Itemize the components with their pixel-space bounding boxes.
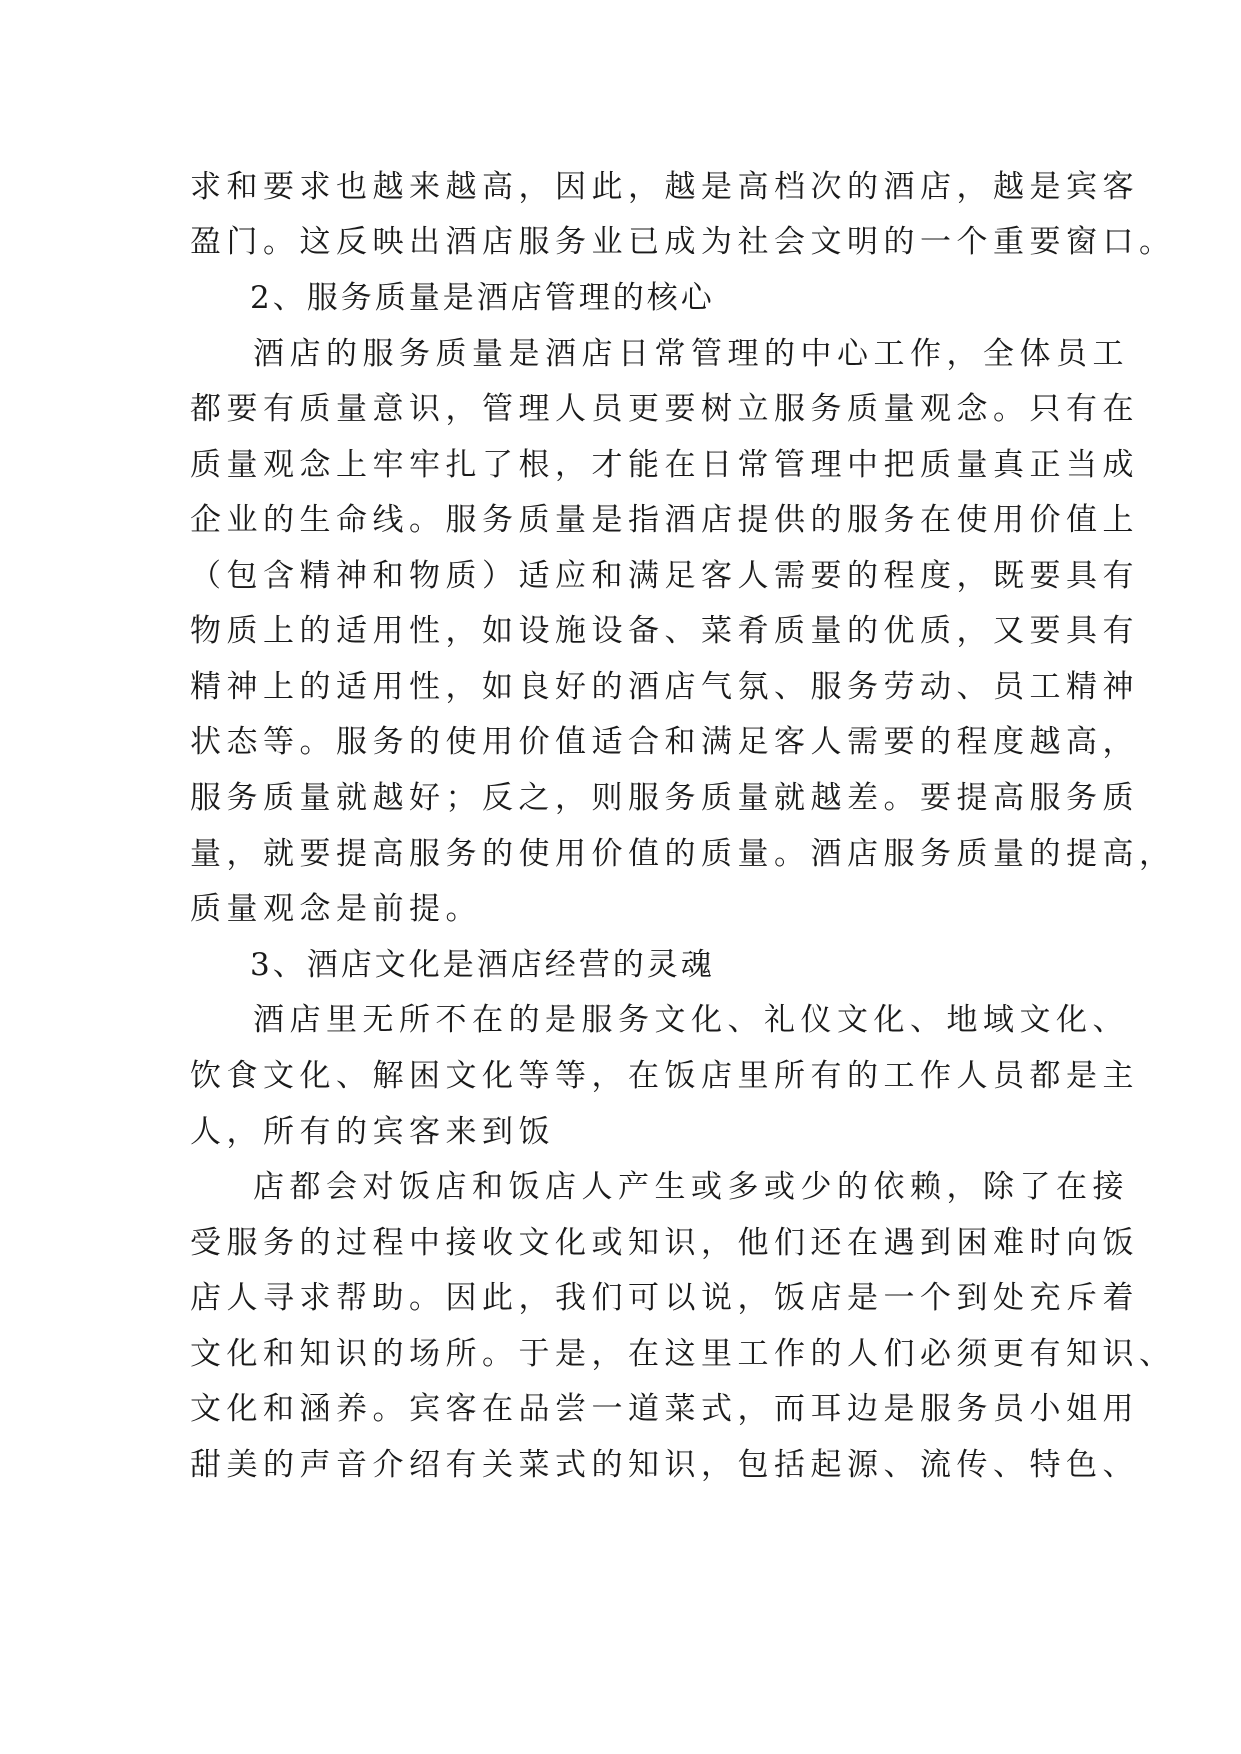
text-line: 量，就要提高服务的使用价值的质量。酒店服务质量的提高， [190, 836, 1176, 872]
text-line: 物质上的适用性，如设施设备、菜肴质量的优质，又要具有 [190, 613, 1139, 649]
text-line: 盈门。这反映出酒店服务业已成为社会文明的一个重要窗口。 [190, 224, 1176, 260]
text-line: 质量观念是前提。 [190, 891, 482, 927]
section-heading: 2、服务质量是酒店管理的核心 [250, 280, 715, 316]
text-line: 酒店里无所不在的是服务文化、礼仪文化、地域文化、 [253, 1002, 1129, 1038]
text-line: 受服务的过程中接收文化或知识，他们还在遇到困难时向饭 [190, 1225, 1139, 1261]
text-line: 状态等。服务的使用价值适合和满足客人需要的程度越高， [190, 724, 1139, 760]
text-line: 企业的生命线。服务质量是指酒店提供的服务在使用价值上 [190, 502, 1139, 538]
text-line: 服务质量就越好；反之，则服务质量就越差。要提高服务质 [190, 780, 1139, 816]
text-line: 求和要求也越来越高，因此，越是高档次的酒店，越是宾客 [190, 169, 1139, 205]
text-line: 文化和知识的场所。于是，在这里工作的人们必须更有知识、 [190, 1336, 1176, 1372]
text-line: 人，所有的宾客来到饭 [190, 1114, 555, 1150]
section-heading: 3、酒店文化是酒店经营的灵魂 [250, 947, 715, 983]
text-line: 饮食文化、解困文化等等，在饭店里所有的工作人员都是主 [190, 1058, 1139, 1094]
text-line: 店都会对饭店和饭店人产生或多或少的依赖，除了在接 [253, 1169, 1129, 1205]
text-line: 质量观念上牢牢扎了根，才能在日常管理中把质量真正当成 [190, 447, 1139, 483]
text-line: 甜美的声音介绍有关菜式的知识，包括起源、流传、特色、 [190, 1447, 1139, 1483]
text-line: 精神上的适用性，如良好的酒店气氛、服务劳动、员工精神 [190, 669, 1139, 705]
text-line: （包含精神和物质）适应和满足客人需要的程度，既要具有 [190, 558, 1139, 594]
text-line: 酒店的服务质量是酒店日常管理的中心工作，全体员工 [253, 336, 1129, 372]
text-line: 店人寻求帮助。因此，我们可以说，饭店是一个到处充斥着 [190, 1280, 1139, 1316]
text-line: 都要有质量意识，管理人员更要树立服务质量观念。只有在 [190, 391, 1139, 427]
text-line: 文化和涵养。宾客在品尝一道菜式，而耳边是服务员小姐用 [190, 1391, 1139, 1427]
